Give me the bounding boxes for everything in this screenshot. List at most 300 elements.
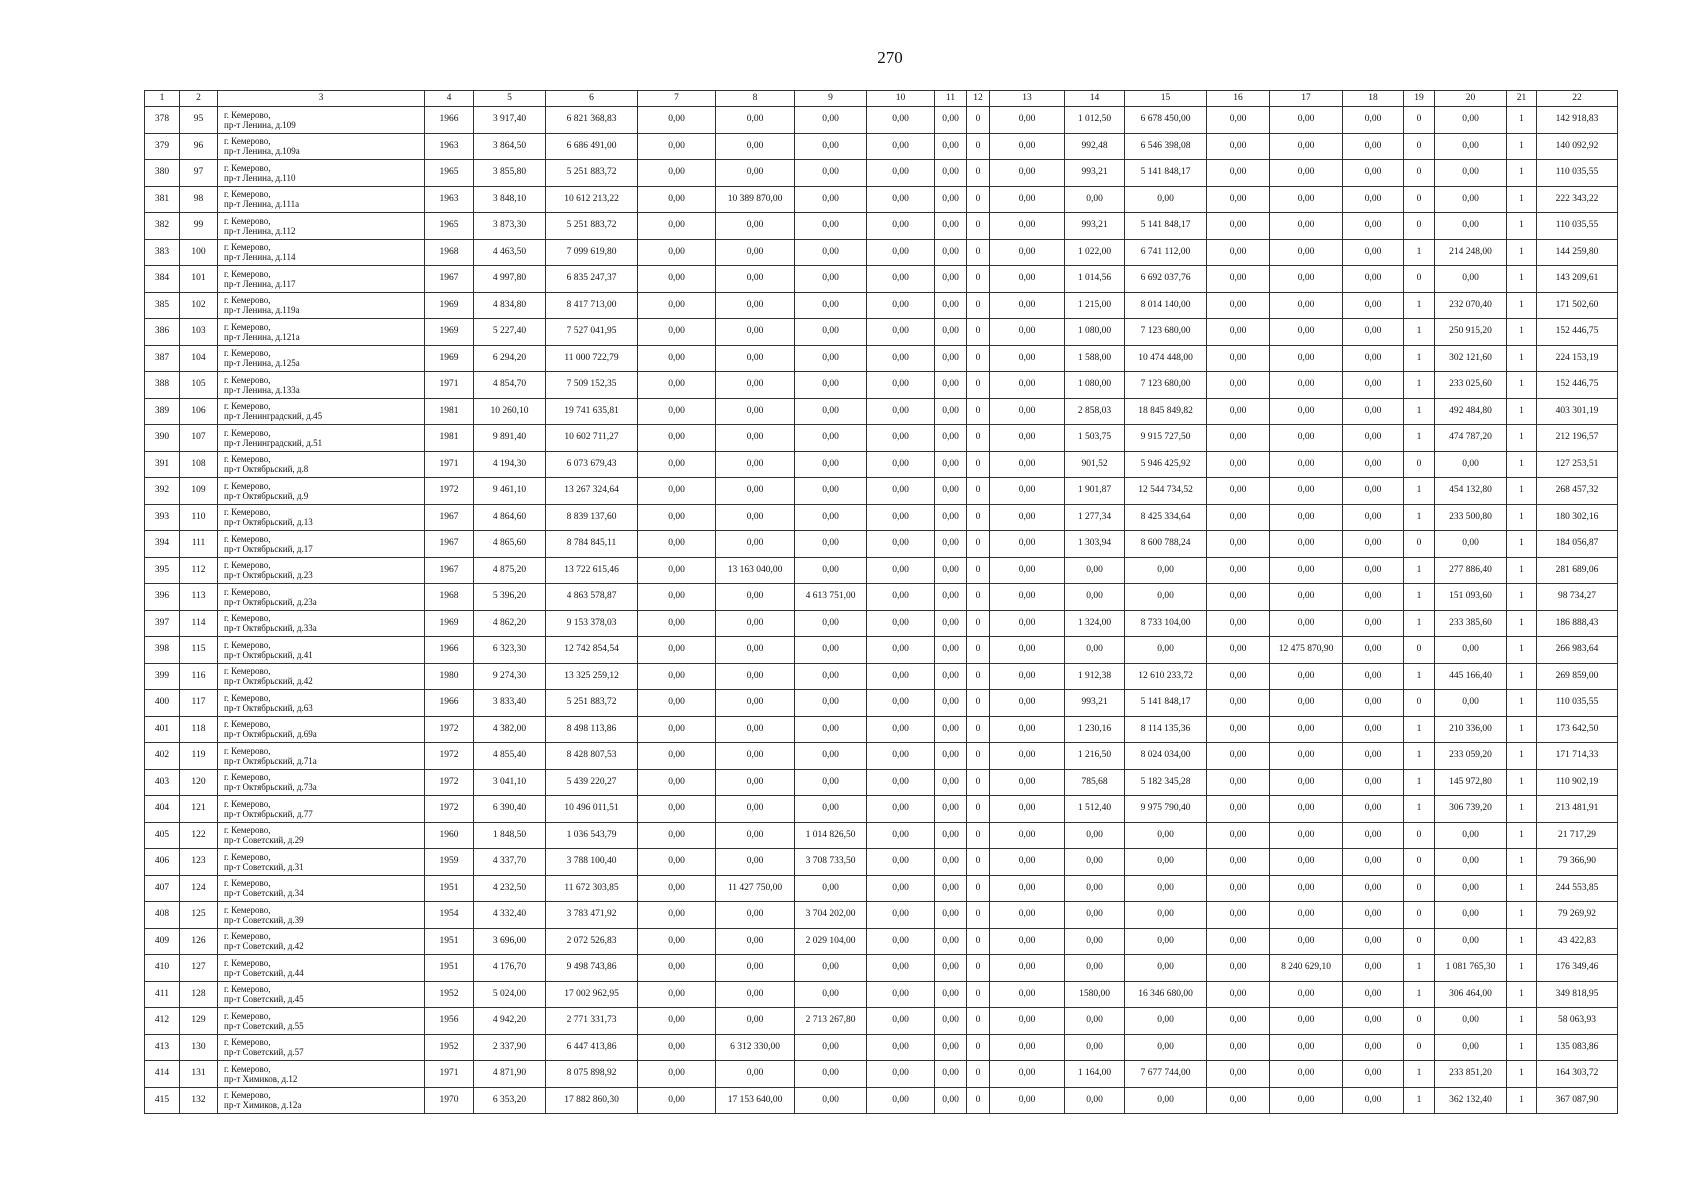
address-cell bbox=[218, 663, 425, 690]
table-cell-col-17: 0,00 bbox=[1270, 981, 1343, 1008]
table-cell-col-11: 0,00 bbox=[935, 981, 967, 1008]
table-cell-col-14: 1 216,50 bbox=[1065, 743, 1125, 770]
table-cell-col-11: 0,00 bbox=[935, 637, 967, 664]
city-label: г. Кемерово, bbox=[224, 745, 271, 756]
table-cell-col-8: 13 163 040,00 bbox=[716, 557, 795, 584]
table-row bbox=[145, 478, 1618, 505]
table-cell-col-11: 0,00 bbox=[935, 213, 967, 240]
address-cell bbox=[218, 769, 425, 796]
table-cell-col-18: 0,00 bbox=[1343, 902, 1404, 929]
table-cell-col-17: 0,00 bbox=[1270, 160, 1343, 187]
table-cell-col-13: 0,00 bbox=[990, 928, 1065, 955]
table-cell-col-10: 0,00 bbox=[867, 107, 935, 134]
column-header-1: 1 bbox=[145, 91, 180, 107]
table-cell-col-19: 0 bbox=[1404, 160, 1435, 187]
table-cell-col-21: 1 bbox=[1507, 451, 1537, 478]
column-header-4: 4 bbox=[425, 91, 474, 107]
table-cell-col-2: 102 bbox=[180, 292, 218, 319]
column-header-3: 3 bbox=[218, 91, 425, 107]
table-cell-col-17: 0,00 bbox=[1270, 849, 1343, 876]
table-cell-col-2: 132 bbox=[180, 1087, 218, 1114]
table-cell-col-21: 1 bbox=[1507, 769, 1537, 796]
table-cell-col-17: 0,00 bbox=[1270, 663, 1343, 690]
table-cell-col-13: 0,00 bbox=[990, 292, 1065, 319]
table-cell-col-7: 0,00 bbox=[638, 425, 716, 452]
table-cell-col-22: 173 642,50 bbox=[1537, 716, 1618, 743]
table-cell-col-21: 1 bbox=[1507, 133, 1537, 160]
table-cell-col-10: 0,00 bbox=[867, 557, 935, 584]
table-cell-col-1: 379 bbox=[145, 133, 180, 160]
table-cell-col-10: 0,00 bbox=[867, 928, 935, 955]
table-cell-col-15: 9 915 727,50 bbox=[1125, 425, 1207, 452]
table-cell-col-11: 0,00 bbox=[935, 372, 967, 399]
table-cell-col-1: 393 bbox=[145, 504, 180, 531]
table-cell-col-11: 0,00 bbox=[935, 239, 967, 266]
table-cell-col-19: 0 bbox=[1404, 107, 1435, 134]
table-cell-col-22: 143 209,61 bbox=[1537, 266, 1618, 293]
table-cell-col-7: 0,00 bbox=[638, 981, 716, 1008]
street-label: пр-т Химиков, д.12 bbox=[224, 1073, 298, 1084]
table-cell-col-7: 0,00 bbox=[638, 1087, 716, 1114]
table-cell-col-16: 0,00 bbox=[1207, 690, 1270, 717]
table-cell-col-15: 0,00 bbox=[1125, 822, 1207, 849]
table-cell-col-22: 268 457,32 bbox=[1537, 478, 1618, 505]
city-label: г. Кемерово, bbox=[224, 533, 271, 544]
table-row bbox=[145, 292, 1618, 319]
table-cell-col-21: 1 bbox=[1507, 239, 1537, 266]
table-cell-col-21: 1 bbox=[1507, 663, 1537, 690]
table-cell-col-18: 0,00 bbox=[1343, 292, 1404, 319]
table-cell-col-5: 9 891,40 bbox=[474, 425, 546, 452]
table-cell-col-10: 0,00 bbox=[867, 849, 935, 876]
table-cell-col-9: 0,00 bbox=[795, 292, 867, 319]
table-cell-col-9: 0,00 bbox=[795, 531, 867, 558]
table-cell-col-5: 4 865,60 bbox=[474, 531, 546, 558]
table-cell-col-5: 4 864,60 bbox=[474, 504, 546, 531]
table-cell-col-10: 0,00 bbox=[867, 1034, 935, 1061]
table-row bbox=[145, 345, 1618, 372]
table-cell-col-6: 12 742 854,54 bbox=[546, 637, 638, 664]
street-label: пр-т Октябрьский, д.23 bbox=[224, 570, 313, 581]
table-cell-col-12: 0 bbox=[967, 531, 990, 558]
table-cell-col-16: 0,00 bbox=[1207, 1087, 1270, 1114]
table-cell-col-22: 403 301,19 bbox=[1537, 398, 1618, 425]
address-cell bbox=[218, 160, 425, 187]
table-cell-col-21: 1 bbox=[1507, 266, 1537, 293]
table-cell-col-12: 0 bbox=[967, 955, 990, 982]
table-cell-col-13: 0,00 bbox=[990, 743, 1065, 770]
address-cell bbox=[218, 1034, 425, 1061]
table-cell-col-1: 395 bbox=[145, 557, 180, 584]
table-cell-col-1: 414 bbox=[145, 1061, 180, 1088]
table-cell-col-20: 0,00 bbox=[1435, 1034, 1507, 1061]
table-cell-col-2: 119 bbox=[180, 743, 218, 770]
table-cell-col-17: 0,00 bbox=[1270, 292, 1343, 319]
table-cell-col-4: 1952 bbox=[425, 1034, 474, 1061]
table-cell-col-7: 0,00 bbox=[638, 266, 716, 293]
table-cell-col-4: 1965 bbox=[425, 213, 474, 240]
table-cell-col-17: 0,00 bbox=[1270, 1087, 1343, 1114]
column-header-11: 11 bbox=[935, 91, 967, 107]
table-cell-col-20: 492 484,80 bbox=[1435, 398, 1507, 425]
street-label: пр-т Октябрьский, д.9 bbox=[224, 490, 309, 501]
table-cell-col-15: 7 677 744,00 bbox=[1125, 1061, 1207, 1088]
table-cell-col-11: 0,00 bbox=[935, 584, 967, 611]
table-cell-col-1: 388 bbox=[145, 372, 180, 399]
address-cell bbox=[218, 531, 425, 558]
table-cell-col-22: 142 918,83 bbox=[1537, 107, 1618, 134]
table-cell-col-11: 0,00 bbox=[935, 266, 967, 293]
table-cell-col-5: 6 294,20 bbox=[474, 345, 546, 372]
table-cell-col-9: 4 613 751,00 bbox=[795, 584, 867, 611]
table-cell-col-12: 0 bbox=[967, 504, 990, 531]
table-cell-col-4: 1960 bbox=[425, 822, 474, 849]
table-cell-col-7: 0,00 bbox=[638, 743, 716, 770]
table-cell-col-8: 0,00 bbox=[716, 504, 795, 531]
table-cell-col-20: 0,00 bbox=[1435, 928, 1507, 955]
table-row bbox=[145, 107, 1618, 134]
table-cell-col-6: 17 882 860,30 bbox=[546, 1087, 638, 1114]
street-label: пр-т Ленина, д.119а bbox=[224, 305, 300, 316]
table-cell-col-22: 140 092,92 bbox=[1537, 133, 1618, 160]
street-label: пр-т Октябрьский, д.63 bbox=[224, 702, 313, 713]
table-cell-col-7: 0,00 bbox=[638, 107, 716, 134]
table-cell-col-6: 6 821 368,83 bbox=[546, 107, 638, 134]
table-cell-col-15: 6 678 450,00 bbox=[1125, 107, 1207, 134]
table-cell-col-9: 0,00 bbox=[795, 213, 867, 240]
table-cell-col-12: 0 bbox=[967, 1008, 990, 1035]
table-cell-col-18: 0,00 bbox=[1343, 266, 1404, 293]
table-cell-col-17: 0,00 bbox=[1270, 743, 1343, 770]
table-cell-col-17: 0,00 bbox=[1270, 345, 1343, 372]
table-row bbox=[145, 875, 1618, 902]
table-cell-col-20: 1 081 765,30 bbox=[1435, 955, 1507, 982]
table-cell-col-16: 0,00 bbox=[1207, 133, 1270, 160]
table-cell-col-7: 0,00 bbox=[638, 584, 716, 611]
table-cell-col-17: 0,00 bbox=[1270, 133, 1343, 160]
table-cell-col-1: 411 bbox=[145, 981, 180, 1008]
table-cell-col-19: 1 bbox=[1404, 398, 1435, 425]
table-cell-col-13: 0,00 bbox=[990, 663, 1065, 690]
table-cell-col-7: 0,00 bbox=[638, 292, 716, 319]
table-cell-col-5: 4 854,70 bbox=[474, 372, 546, 399]
table-cell-col-14: 0,00 bbox=[1065, 186, 1125, 213]
table-cell-col-8: 0,00 bbox=[716, 769, 795, 796]
table-cell-col-7: 0,00 bbox=[638, 531, 716, 558]
table-cell-col-18: 0,00 bbox=[1343, 955, 1404, 982]
table-cell-col-16: 0,00 bbox=[1207, 186, 1270, 213]
table-row bbox=[145, 690, 1618, 717]
table-cell-col-22: 110 902,19 bbox=[1537, 769, 1618, 796]
table-cell-col-21: 1 bbox=[1507, 107, 1537, 134]
table-cell-col-18: 0,00 bbox=[1343, 133, 1404, 160]
table-cell-col-5: 4 176,70 bbox=[474, 955, 546, 982]
table-cell-col-7: 0,00 bbox=[638, 955, 716, 982]
table-cell-col-9: 2 713 267,80 bbox=[795, 1008, 867, 1035]
table-cell-col-17: 0,00 bbox=[1270, 1008, 1343, 1035]
table-cell-col-8: 0,00 bbox=[716, 531, 795, 558]
address-cell bbox=[218, 955, 425, 982]
table-cell-col-1: 384 bbox=[145, 266, 180, 293]
table-cell-col-19: 1 bbox=[1404, 425, 1435, 452]
table-cell-col-5: 4 834,80 bbox=[474, 292, 546, 319]
table-cell-col-9: 2 029 104,00 bbox=[795, 928, 867, 955]
table-cell-col-5: 4 942,20 bbox=[474, 1008, 546, 1035]
table-cell-col-12: 0 bbox=[967, 769, 990, 796]
table-cell-col-15: 0,00 bbox=[1125, 955, 1207, 982]
table-cell-col-14: 1 303,94 bbox=[1065, 531, 1125, 558]
table-cell-col-4: 1972 bbox=[425, 743, 474, 770]
table-cell-col-22: 58 063,93 bbox=[1537, 1008, 1618, 1035]
table-row bbox=[145, 372, 1618, 399]
table-cell-col-18: 0,00 bbox=[1343, 796, 1404, 823]
table-cell-col-17: 0,00 bbox=[1270, 372, 1343, 399]
table-cell-col-6: 9 498 743,86 bbox=[546, 955, 638, 982]
table-cell-col-1: 409 bbox=[145, 928, 180, 955]
table-row bbox=[145, 928, 1618, 955]
table-cell-col-18: 0,00 bbox=[1343, 875, 1404, 902]
table-cell-col-16: 0,00 bbox=[1207, 107, 1270, 134]
table-cell-col-9: 0,00 bbox=[795, 690, 867, 717]
table-cell-col-17: 0,00 bbox=[1270, 875, 1343, 902]
table-cell-col-22: 110 035,55 bbox=[1537, 160, 1618, 187]
table-cell-col-6: 5 439 220,27 bbox=[546, 769, 638, 796]
table-cell-col-9: 3 708 733,50 bbox=[795, 849, 867, 876]
street-label: пр-т Ленина, д.109а bbox=[224, 146, 300, 157]
table-cell-col-16: 0,00 bbox=[1207, 451, 1270, 478]
table-cell-col-9: 0,00 bbox=[795, 345, 867, 372]
table-cell-col-20: 151 093,60 bbox=[1435, 584, 1507, 611]
table-cell-col-20: 0,00 bbox=[1435, 531, 1507, 558]
table-cell-col-11: 0,00 bbox=[935, 504, 967, 531]
table-cell-col-11: 0,00 bbox=[935, 849, 967, 876]
city-label: г. Кемерово, bbox=[224, 136, 271, 147]
table-cell-col-13: 0,00 bbox=[990, 1034, 1065, 1061]
table-cell-col-4: 1951 bbox=[425, 928, 474, 955]
table-cell-col-16: 0,00 bbox=[1207, 663, 1270, 690]
street-label: пр-т Химиков, д.12а bbox=[224, 1100, 302, 1111]
table-cell-col-19: 0 bbox=[1404, 849, 1435, 876]
table-cell-col-19: 0 bbox=[1404, 690, 1435, 717]
table-cell-col-9: 0,00 bbox=[795, 743, 867, 770]
table-cell-col-12: 0 bbox=[967, 822, 990, 849]
table-cell-col-12: 0 bbox=[967, 902, 990, 929]
city-label: г. Кемерово, bbox=[224, 639, 271, 650]
table-cell-col-7: 0,00 bbox=[638, 557, 716, 584]
table-cell-col-4: 1968 bbox=[425, 239, 474, 266]
table-cell-col-12: 0 bbox=[967, 849, 990, 876]
table-cell-col-1: 415 bbox=[145, 1087, 180, 1114]
column-header-22: 22 bbox=[1537, 91, 1618, 107]
table-cell-col-18: 0,00 bbox=[1343, 849, 1404, 876]
table-cell-col-21: 1 bbox=[1507, 637, 1537, 664]
table-cell-col-19: 1 bbox=[1404, 372, 1435, 399]
table-cell-col-14: 0,00 bbox=[1065, 1087, 1125, 1114]
table-cell-col-17: 0,00 bbox=[1270, 504, 1343, 531]
table-cell-col-16: 0,00 bbox=[1207, 1061, 1270, 1088]
table-cell-col-20: 232 070,40 bbox=[1435, 292, 1507, 319]
city-label: г. Кемерово, bbox=[224, 825, 271, 836]
table-cell-col-16: 0,00 bbox=[1207, 955, 1270, 982]
table-cell-col-17: 0,00 bbox=[1270, 213, 1343, 240]
table-cell-col-14: 1 164,00 bbox=[1065, 1061, 1125, 1088]
table-cell-col-10: 0,00 bbox=[867, 955, 935, 982]
table-cell-col-12: 0 bbox=[967, 610, 990, 637]
table-cell-col-14: 901,52 bbox=[1065, 451, 1125, 478]
address-cell bbox=[218, 1087, 425, 1114]
city-label: г. Кемерово, bbox=[224, 878, 271, 889]
table-row bbox=[145, 266, 1618, 293]
table-cell-col-9: 0,00 bbox=[795, 504, 867, 531]
table-cell-col-22: 266 983,64 bbox=[1537, 637, 1618, 664]
address-cell bbox=[218, 743, 425, 770]
table-cell-col-5: 9 274,30 bbox=[474, 663, 546, 690]
table-cell-col-2: 123 bbox=[180, 849, 218, 876]
table-cell-col-5: 3 864,50 bbox=[474, 133, 546, 160]
table-cell-col-14: 1 080,00 bbox=[1065, 319, 1125, 346]
table-cell-col-8: 0,00 bbox=[716, 928, 795, 955]
table-cell-col-16: 0,00 bbox=[1207, 531, 1270, 558]
street-label: пр-т Октябрьский, д.17 bbox=[224, 543, 313, 554]
table-cell-col-11: 0,00 bbox=[935, 822, 967, 849]
street-label: пр-т Ленинградский, д.51 bbox=[224, 437, 323, 448]
table-cell-col-14: 0,00 bbox=[1065, 822, 1125, 849]
table-cell-col-17: 0,00 bbox=[1270, 902, 1343, 929]
table-cell-col-14: 1 080,00 bbox=[1065, 372, 1125, 399]
table-cell-col-19: 1 bbox=[1404, 292, 1435, 319]
table-cell-col-6: 10 496 011,51 bbox=[546, 796, 638, 823]
table-cell-col-9: 0,00 bbox=[795, 557, 867, 584]
table-cell-col-15: 18 845 849,82 bbox=[1125, 398, 1207, 425]
table-cell-col-17: 0,00 bbox=[1270, 398, 1343, 425]
table-cell-col-12: 0 bbox=[967, 186, 990, 213]
table-cell-col-12: 0 bbox=[967, 875, 990, 902]
table-cell-col-6: 1 036 543,79 bbox=[546, 822, 638, 849]
table-cell-col-15: 6 546 398,08 bbox=[1125, 133, 1207, 160]
table-cell-col-1: 412 bbox=[145, 1008, 180, 1035]
table-cell-col-7: 0,00 bbox=[638, 769, 716, 796]
table-cell-col-10: 0,00 bbox=[867, 743, 935, 770]
table-cell-col-1: 398 bbox=[145, 637, 180, 664]
table-cell-col-10: 0,00 bbox=[867, 663, 935, 690]
housing-register-table bbox=[144, 90, 1618, 1114]
table-cell-col-11: 0,00 bbox=[935, 345, 967, 372]
table-cell-col-1: 392 bbox=[145, 478, 180, 505]
street-label: пр-т Советский, д.57 bbox=[224, 1047, 304, 1058]
table-cell-col-12: 0 bbox=[967, 133, 990, 160]
table-cell-col-2: 100 bbox=[180, 239, 218, 266]
table-cell-col-21: 1 bbox=[1507, 610, 1537, 637]
table-cell-col-16: 0,00 bbox=[1207, 716, 1270, 743]
table-cell-col-4: 1967 bbox=[425, 531, 474, 558]
table-cell-col-12: 0 bbox=[967, 266, 990, 293]
table-cell-col-14: 0,00 bbox=[1065, 875, 1125, 902]
column-header-19: 19 bbox=[1404, 91, 1435, 107]
table-cell-col-13: 0,00 bbox=[990, 107, 1065, 134]
table-cell-col-10: 0,00 bbox=[867, 531, 935, 558]
table-cell-col-7: 0,00 bbox=[638, 796, 716, 823]
street-label: пр-т Октябрьский, д.73а bbox=[224, 782, 317, 793]
table-cell-col-2: 115 bbox=[180, 637, 218, 664]
table-cell-col-14: 785,68 bbox=[1065, 769, 1125, 796]
table-cell-col-22: 176 349,46 bbox=[1537, 955, 1618, 982]
table-cell-col-20: 0,00 bbox=[1435, 186, 1507, 213]
table-cell-col-14: 993,21 bbox=[1065, 690, 1125, 717]
table-cell-col-13: 0,00 bbox=[990, 213, 1065, 240]
table-cell-col-15: 0,00 bbox=[1125, 849, 1207, 876]
table-cell-col-16: 0,00 bbox=[1207, 557, 1270, 584]
table-cell-col-12: 0 bbox=[967, 319, 990, 346]
table-cell-col-21: 1 bbox=[1507, 849, 1537, 876]
table-cell-col-2: 95 bbox=[180, 107, 218, 134]
page-number: 270 bbox=[877, 48, 903, 67]
city-label: г. Кемерово, bbox=[224, 507, 271, 518]
table-cell-col-8: 0,00 bbox=[716, 266, 795, 293]
table-cell-col-5: 4 875,20 bbox=[474, 557, 546, 584]
street-label: пр-т Ленина, д.110 bbox=[224, 172, 296, 183]
table-cell-col-15: 9 975 790,40 bbox=[1125, 796, 1207, 823]
table-cell-col-20: 362 132,40 bbox=[1435, 1087, 1507, 1114]
table-cell-col-8: 10 389 870,00 bbox=[716, 186, 795, 213]
table-cell-col-5: 3 917,40 bbox=[474, 107, 546, 134]
table-cell-col-5: 4 382,00 bbox=[474, 716, 546, 743]
table-cell-col-15: 12 544 734,52 bbox=[1125, 478, 1207, 505]
table-cell-col-11: 0,00 bbox=[935, 1008, 967, 1035]
table-cell-col-6: 19 741 635,81 bbox=[546, 398, 638, 425]
table-cell-col-11: 0,00 bbox=[935, 663, 967, 690]
table-cell-col-9: 0,00 bbox=[795, 107, 867, 134]
table-cell-col-4: 1967 bbox=[425, 557, 474, 584]
table-cell-col-10: 0,00 bbox=[867, 822, 935, 849]
table-cell-col-2: 122 bbox=[180, 822, 218, 849]
table-cell-col-2: 129 bbox=[180, 1008, 218, 1035]
table-cell-col-7: 0,00 bbox=[638, 822, 716, 849]
city-label: г. Кемерово, bbox=[224, 162, 271, 173]
table-cell-col-8: 6 312 330,00 bbox=[716, 1034, 795, 1061]
table-cell-col-7: 0,00 bbox=[638, 1008, 716, 1035]
table-cell-col-17: 0,00 bbox=[1270, 690, 1343, 717]
table-cell-col-5: 6 353,20 bbox=[474, 1087, 546, 1114]
table-cell-col-7: 0,00 bbox=[638, 160, 716, 187]
table-cell-col-11: 0,00 bbox=[935, 690, 967, 717]
table-cell-col-21: 1 bbox=[1507, 928, 1537, 955]
table-cell-col-2: 104 bbox=[180, 345, 218, 372]
table-cell-col-13: 0,00 bbox=[990, 451, 1065, 478]
city-label: г. Кемерово, bbox=[224, 401, 271, 412]
table-cell-col-6: 6 835 247,37 bbox=[546, 266, 638, 293]
address-cell bbox=[218, 319, 425, 346]
table-cell-col-15: 8 014 140,00 bbox=[1125, 292, 1207, 319]
table-cell-col-9: 0,00 bbox=[795, 478, 867, 505]
table-cell-col-6: 8 428 807,53 bbox=[546, 743, 638, 770]
table-cell-col-17: 0,00 bbox=[1270, 584, 1343, 611]
table-cell-col-8: 0,00 bbox=[716, 398, 795, 425]
table-cell-col-21: 1 bbox=[1507, 478, 1537, 505]
table-cell-col-17: 0,00 bbox=[1270, 319, 1343, 346]
table-cell-col-4: 1956 bbox=[425, 1008, 474, 1035]
table-cell-col-16: 0,00 bbox=[1207, 743, 1270, 770]
table-cell-col-1: 406 bbox=[145, 849, 180, 876]
table-cell-col-19: 1 bbox=[1404, 557, 1435, 584]
table-cell-col-18: 0,00 bbox=[1343, 398, 1404, 425]
table-cell-col-13: 0,00 bbox=[990, 504, 1065, 531]
table-cell-col-13: 0,00 bbox=[990, 160, 1065, 187]
table-cell-col-7: 0,00 bbox=[638, 451, 716, 478]
table-cell-col-18: 0,00 bbox=[1343, 1087, 1404, 1114]
table-cell-col-19: 1 bbox=[1404, 319, 1435, 346]
table-body bbox=[145, 107, 1618, 1114]
table-cell-col-12: 0 bbox=[967, 107, 990, 134]
